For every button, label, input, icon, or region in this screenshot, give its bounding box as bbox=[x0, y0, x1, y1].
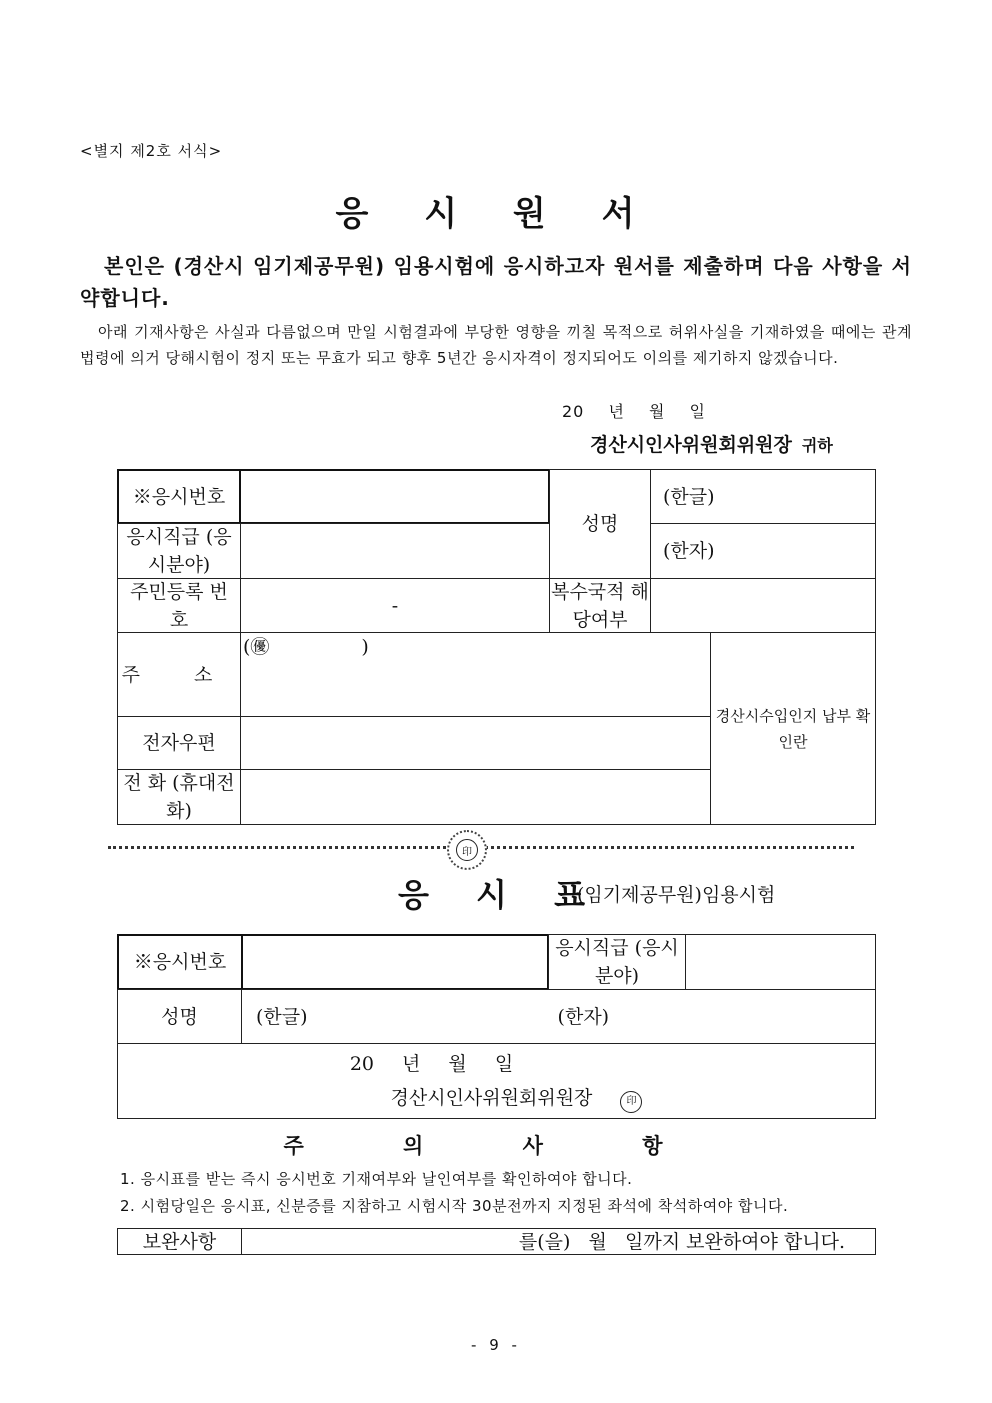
address-field[interactable] bbox=[240, 632, 711, 717]
supplement-label: 보완사항 bbox=[117, 1228, 242, 1255]
email-label: 전자우편 bbox=[117, 716, 241, 770]
ticket-subtitle: (임기제공무원)임용시험 bbox=[577, 884, 776, 906]
cautions-title: 주 의 사 항 bbox=[283, 1133, 709, 1158]
seal-stamp-icon: 印 bbox=[447, 830, 487, 870]
revenue-stamp-area: 경산시수입인지 납부 확인란 bbox=[710, 632, 876, 825]
ticket-name-korean: (한글) bbox=[256, 1005, 308, 1028]
exam-number-label: ※응시번호 bbox=[117, 469, 241, 524]
ticket-name-field[interactable] bbox=[241, 989, 876, 1044]
ticket-position-label: 응시직급 (응시분야) bbox=[548, 934, 686, 990]
notice-text: 아래 기재사항은 사실과 다름없으며 만일 시험결과에 부당한 영향을 끼칠 목적으로 허위사실을 기재하였을 때에는 관계법령에 의거 당해시험이 정지 또는 무효가 되고 향후 5년간 응시자격이 정지되어도 이의를 제기하지 않겠습니다. bbox=[80, 323, 912, 367]
supplement-field[interactable]: 를(을) 월 일까지 보완하여야 합니다. bbox=[241, 1228, 876, 1255]
dual-nationality-field[interactable] bbox=[650, 578, 876, 633]
ticket-date: 20 년 월 일 bbox=[349, 1052, 514, 1075]
dual-nationality-label: 복수국적 해당여부 bbox=[549, 578, 651, 633]
address-label: 주 소 bbox=[117, 632, 241, 717]
ticket-name-label: 성명 bbox=[117, 989, 242, 1044]
ticket-exam-number-label: ※응시번호 bbox=[117, 934, 243, 990]
email-field[interactable] bbox=[240, 716, 711, 770]
position-field[interactable] bbox=[240, 523, 550, 579]
ticket-issue-box bbox=[117, 1043, 876, 1119]
application-date: 20 년 월 일 bbox=[562, 402, 706, 421]
postal-code-suffix: ) bbox=[361, 636, 369, 658]
form-number: <별지 제2호 서식> bbox=[80, 142, 223, 160]
ticket-issuer: 경산시인사위원회위원장 印 bbox=[391, 1084, 643, 1113]
ticket-position-field[interactable] bbox=[685, 934, 876, 990]
resident-number-field[interactable]: - bbox=[240, 578, 550, 633]
page-title: 응 시 원 서 bbox=[335, 194, 657, 234]
declaration-text: 본인은 (경산시 임기제공무원) 임용시험에 응시하고자 원서를 제출하며 다음 사항을 서약합니다. bbox=[80, 254, 912, 310]
exam-number-field[interactable] bbox=[239, 469, 550, 524]
seal-icon: 印 bbox=[620, 1091, 642, 1113]
name-label: 성명 bbox=[549, 469, 651, 579]
phone-field[interactable] bbox=[240, 769, 711, 825]
addressee: 경산시인사위원회위원장 귀하 bbox=[590, 434, 833, 456]
ticket-name-hanja: (한자) bbox=[557, 1005, 610, 1028]
phone-label: 전 화 (휴대전화) bbox=[117, 769, 241, 825]
postal-code-prefix: (㊝ bbox=[243, 636, 270, 658]
ticket-exam-number-field[interactable] bbox=[241, 934, 549, 990]
caution-item-2: 2. 시험당일은 응시표, 신분증를 지참하고 시험시작 30분전까지 지정된 좌석에 착석하여야 합니다. bbox=[120, 1197, 789, 1215]
resident-number-label: 주민등록 번 호 bbox=[117, 578, 241, 633]
name-hanja-field[interactable]: (한자) bbox=[650, 523, 876, 579]
name-korean-field[interactable]: (한글) bbox=[650, 469, 876, 524]
caution-item-1: 1. 응시표를 받는 즉시 응시번호 기재여부와 날인여부를 확인하여야 합니다. bbox=[120, 1170, 633, 1188]
page-number: - 9 - bbox=[471, 1336, 521, 1354]
ticket-title: 응 시 표 bbox=[398, 876, 604, 914]
position-label: 응시직급 (응시분야) bbox=[117, 523, 241, 579]
